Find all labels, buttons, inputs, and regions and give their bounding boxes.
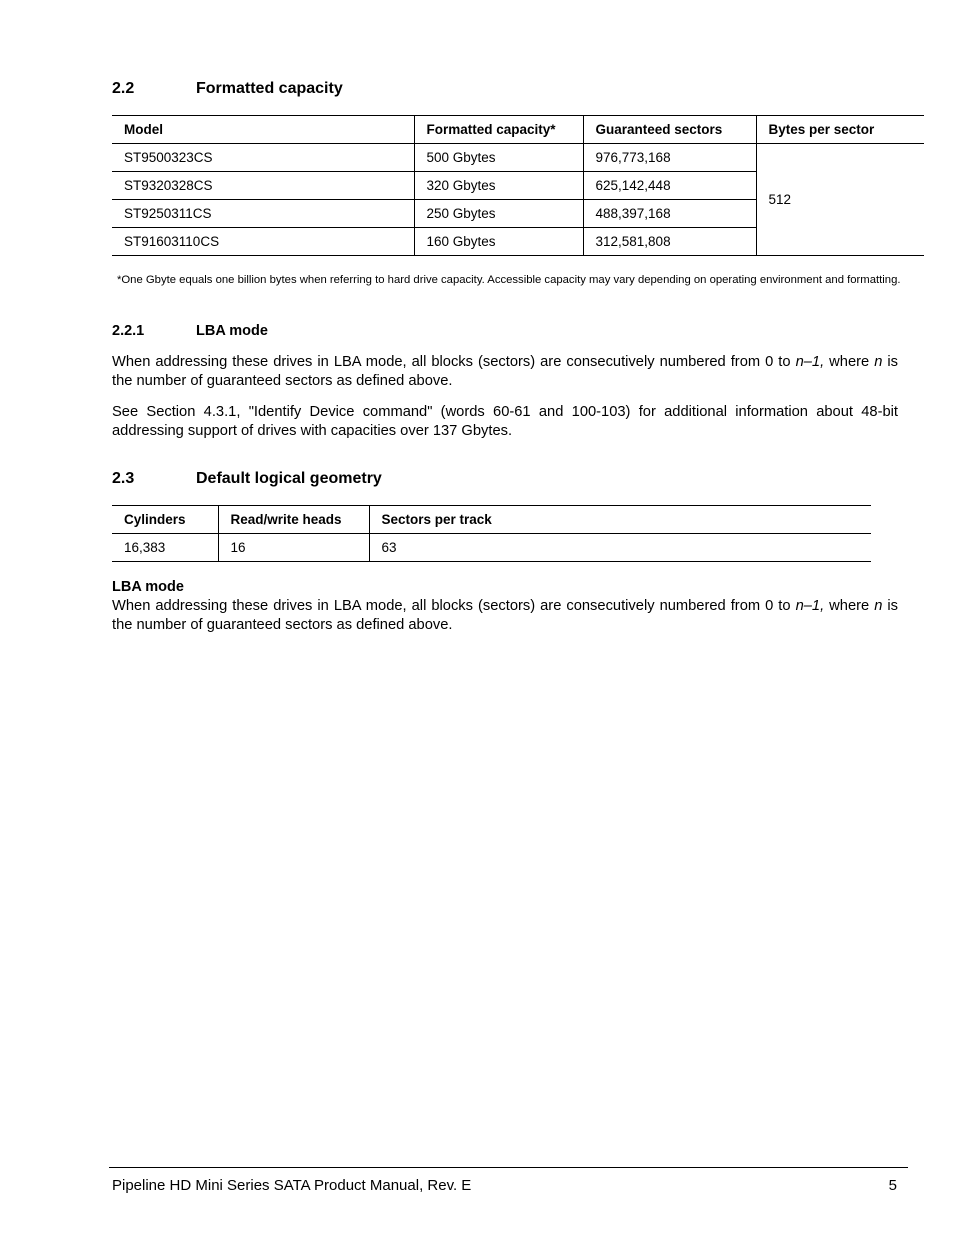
page-number: 5: [888, 1177, 897, 1194]
section-2-2-heading: [112, 80, 343, 98]
section-number: 2.3: [112, 470, 135, 487]
section-title: LBA mode: [196, 323, 268, 339]
paragraph-text: is the number of guaranteed sectors as defined above.: [112, 354, 898, 389]
column-header: Guaranteed sectors: [583, 116, 756, 144]
model-cell: ST9320328CS: [112, 172, 414, 200]
column-header: Cylinders: [112, 506, 218, 534]
paragraph-text: where: [824, 598, 875, 614]
section-title: Formatted capacity: [196, 80, 343, 97]
bytes-per-sector-cell: 512: [756, 144, 924, 256]
column-header: Formatted capacity*: [414, 116, 583, 144]
section-2-3-heading: [112, 470, 382, 488]
paragraph-text: where: [824, 354, 875, 370]
logical-geometry-table: [112, 505, 871, 562]
column-header: Model: [112, 116, 414, 144]
sectors-per-track-cell: 63: [369, 534, 871, 562]
heads-cell: 16: [218, 534, 369, 562]
italic-term: n–1,: [795, 354, 825, 370]
sectors-cell: 625,142,448: [583, 172, 756, 200]
italic-term: n: [874, 354, 883, 370]
italic-term: n–1,: [795, 598, 825, 614]
footer-title: Pipeline HD Mini Series SATA Product Manual, Rev. E: [112, 1177, 472, 1194]
column-header: Read/write heads: [218, 506, 369, 534]
table-header-row: [112, 506, 871, 534]
capacity-cell: 500 Gbytes: [414, 144, 583, 172]
model-cell: ST91603110CS: [112, 228, 414, 256]
capacity-cell: 160 Gbytes: [414, 228, 583, 256]
paragraph-text: When addressing these drives in LBA mode, all blocks (sectors) are consecutively numbered from 0 to: [112, 598, 796, 614]
cylinders-cell: 16,383: [112, 534, 218, 562]
column-header: Bytes per sector: [756, 116, 924, 144]
section-2-2-1-heading: [112, 323, 268, 339]
footer-divider: [109, 1167, 908, 1168]
paragraph-text: When addressing these drives in LBA mode, all blocks (sectors) are consecutively numbered from 0 to: [112, 354, 796, 370]
sectors-cell: 488,397,168: [583, 200, 756, 228]
sectors-cell: 312,581,808: [583, 228, 756, 256]
model-cell: ST9500323CS: [112, 144, 414, 172]
section-number: 2.2.1: [112, 323, 145, 339]
addressing-support-paragraph: See Section 4.3.1, "Identify Device command" (words 60-61 and 100-103) for additional information about 48-bit addressing support of drives with capacities over 137 Gbytes.: [112, 404, 898, 439]
capacity-cell: 320 Gbytes: [414, 172, 583, 200]
lba-paragraph: [112, 597, 898, 635]
table-row: [112, 534, 871, 562]
table-header-row: [112, 116, 924, 144]
model-cell: ST9250311CS: [112, 200, 414, 228]
capacity-cell: 250 Gbytes: [414, 200, 583, 228]
sectors-cell: 976,773,168: [583, 144, 756, 172]
section-title: Default logical geometry: [196, 470, 382, 487]
table-row: [112, 144, 924, 172]
section-number: 2.2: [112, 80, 135, 97]
lba-mode-heading: LBA mode: [112, 579, 184, 595]
italic-term: n: [874, 598, 883, 614]
capacity-footnote: *One Gbyte equals one billion bytes when referring to hard drive capacity. Accessible capacity may vary depending on operating environment and formatting.: [117, 274, 901, 286]
column-header: Sectors per track: [369, 506, 871, 534]
lba-paragraph: [112, 353, 898, 391]
formatted-capacity-table: [112, 115, 924, 256]
paragraph-text: is the number of guaranteed sectors as defined above.: [112, 598, 898, 633]
